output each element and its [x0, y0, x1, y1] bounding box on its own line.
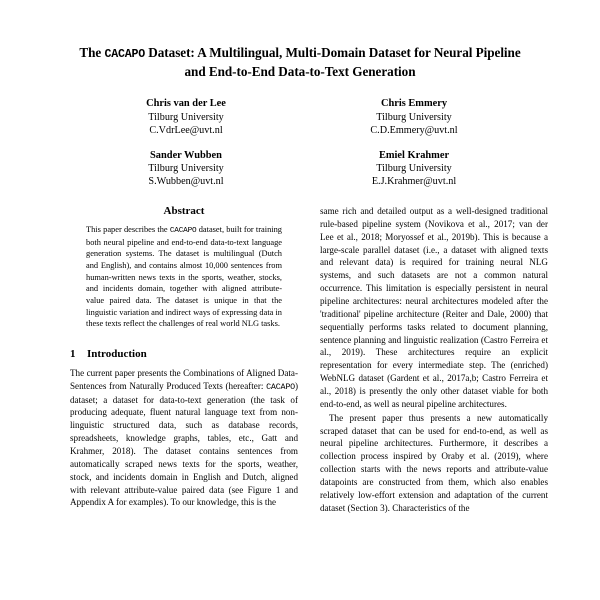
title-text-pre: The — [79, 45, 105, 60]
introduction-paragraph — [70, 367, 298, 509]
abstract-text-pre: This paper describes the — [86, 225, 170, 234]
author-name: Chris van der Lee — [146, 98, 226, 110]
author-entry — [300, 97, 528, 137]
column-right — [320, 205, 548, 515]
author-list — [0, 80, 600, 199]
section-title: Introduction — [87, 347, 147, 360]
author-affiliation: Tilburg University — [376, 163, 452, 175]
title-text-post: Dataset: A Multilingual, Multi-Domain Dataset for Neural — [145, 45, 473, 60]
author-email[interactable]: C.D.Emmery@uvt.nl — [370, 125, 458, 137]
author-entry — [300, 149, 528, 189]
author-name: Chris Emmery — [380, 98, 448, 110]
author-affiliation: Tilburg University — [148, 163, 224, 175]
author-name: Emiel Krahmer — [378, 149, 450, 161]
page-title — [0, 0, 600, 80]
abstract-body — [70, 224, 298, 330]
intro-dataset-name: CACAPO — [266, 381, 295, 392]
section-heading-introduction — [70, 348, 298, 360]
intro-text-post: ) dataset; a dataset for data-to-text generation (the task of producing adequate, fluent natural language text from non-linguistic structured data, such as database records, spreadsheets, knowledge graphs, tables, etc., Gatt and Krahmer, 2018). The dataset contains sentences from automatically scraped news texts for the sports, weather, stock, and incidents domain in English and Dutch, aligned with relevant attribute-value paired data (see Figure 1 and Appendix A for examples). To our knowledge, this is the — [70, 380, 298, 508]
author-email[interactable]: C.VdrLee@uvt.nl — [149, 125, 223, 137]
abstract-text-post: dataset, built for training both neural pipeline and end-to-end data-to-text language generation systems. The dataset is multilingual (Dutch and English), and contains almost 10,000 sentences from human-written news texts in the sports, weather, stocks, and incidents domain, together with aligned attribute-value paired data. The dataset is unique in that the linguistic variation and indirect ways of expressing data in these texts reflect the challenges of real world NLG tasks. — [86, 225, 282, 329]
author-email[interactable]: E.J.Krahmer@uvt.nl — [371, 176, 457, 188]
section-number: 1 — [70, 347, 76, 360]
intro-text-pre: The current paper presents the Combinations of Aligned Data-Sentences from Naturally Produced Texts (hereafter: — [70, 367, 298, 391]
abstract-heading: Abstract — [163, 205, 205, 217]
right-column-paragraph-continued: same rich and detailed output as a well-designed traditional rule-based pipeline system (Novikova et al., 2017; van der Lee et al., 2018; Moryossef et al., 2019b). This is because a large-scale parallel dataset (i.e., a dataset with aligned texts and relevant data) is required for training neural NLG systems, and such datasets are not a common natural occurrence. This limitation is especially persistent in neural pipeline architectures: neural architectures modeled after the 'traditional' pipeline architecture (Reiter and Dale, 2000) that sequentially performs tasks related to document planning, sentence planning and linguistic realization (Castro Ferreira et al., 2019). These architectures require an explicit representation for every intermediate step. The (enriched) WebNLG dataset (Gardent et al., 2017a,b; Castro Ferreira et al., 2018) is presently the only other dataset viable for both end-to-end, as well as neural pipeline architectures. — [320, 206, 548, 409]
abstract-dataset-name: CACAPO — [169, 227, 197, 235]
title-dataset-name: CACAPO — [104, 48, 146, 61]
abstract-paragraph — [86, 224, 282, 330]
author-email[interactable]: S.Wubben@uvt.nl — [148, 176, 224, 188]
author-affiliation: Tilburg University — [148, 112, 224, 123]
body-columns — [0, 205, 600, 515]
author-entry — [72, 149, 300, 189]
column-left — [70, 205, 298, 515]
right-column-paragraph-next: The present paper thus presents a new automatically scraped dataset that can be used for end-to-end, as well as neural pipeline architectures. Furthermore, it describes a collection process inspired by Oraby et al. (2019), where collection starts with the news reports and attribute-value datapoints are constructed from them, which also enables relatively low-effort extension and adaptation of the current dataset (Section 3). Characteristics of the — [320, 412, 548, 513]
author-entry — [72, 97, 300, 137]
author-affiliation: Tilburg University — [376, 112, 452, 123]
author-name: Sander Wubben — [150, 149, 222, 161]
title-line-two: Pipeline and End-to-End Data-to-Text Generation — [184, 45, 521, 79]
